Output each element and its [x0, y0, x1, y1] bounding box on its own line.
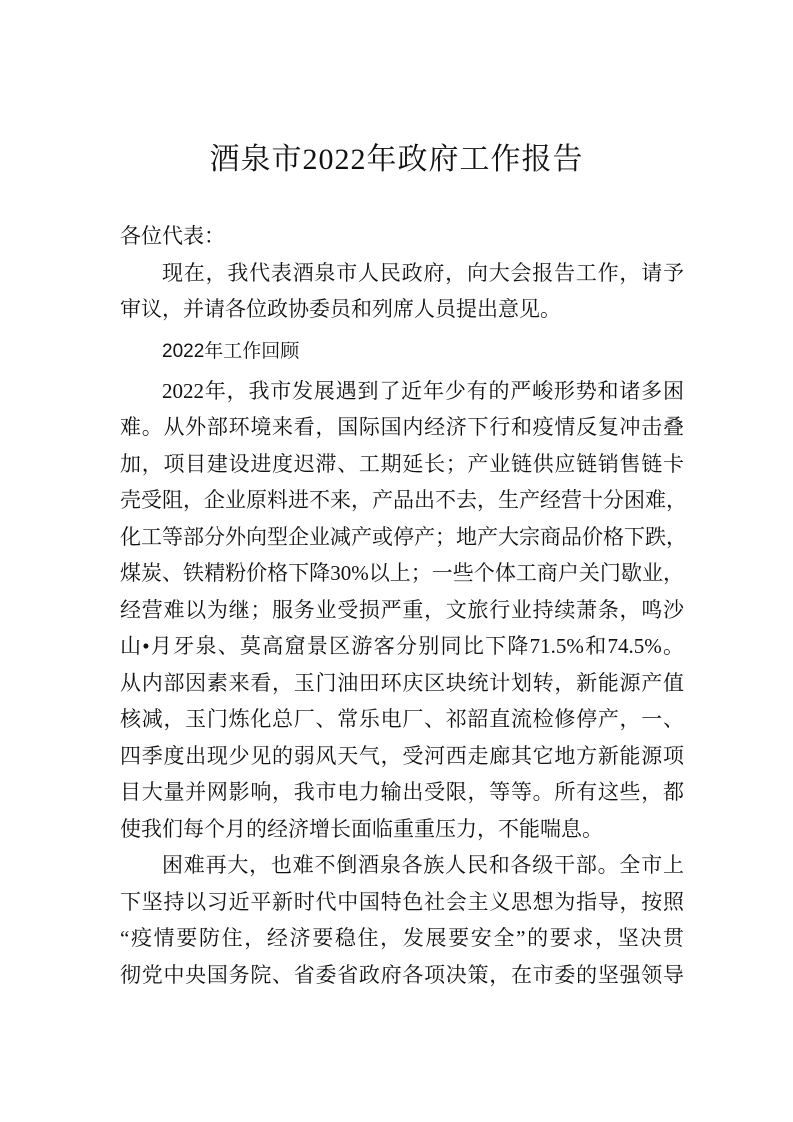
paragraph-line: 2022年，我市发展遇到了近年少有的严峻形势和诸多困 — [162, 378, 684, 403]
paragraph-line: 从内部因素来看，玉门油田环庆区块统计划转，新能源产值 — [120, 670, 684, 695]
paragraph-line: 核减，玉门炼化总厂、常乐电厂、祁韶直流检修停产，一、 — [120, 707, 684, 731]
paragraph-1 — [120, 373, 687, 848]
paragraph-line: 现在，我代表酒泉市人民政府，向大会报告工作，请予 — [162, 260, 684, 285]
paragraph-line: 使我们每个月的经济增长面临重重压力，不能喘息。 — [120, 816, 603, 841]
salutation: 各位代表： — [120, 224, 225, 248]
paragraph-line: 化工等部分外向型企业减产或停产；地产大宗商品价格下跌， — [120, 524, 687, 549]
paragraph-line: 壳受阻，企业原料进不来，产品出不去，生产经营十分困难， — [120, 488, 687, 512]
paragraph-line: 彻党中央国务院、省委省政府各项决策，在市委的坚强领导 — [120, 962, 684, 987]
paragraph-line: 山•月牙泉、莫高窟景区游客分别同比下降71.5%和74.5%。 — [120, 634, 684, 658]
paragraph-line: 目大量并网影响，我市电力输出受限，等等。所有这些，都 — [120, 780, 684, 804]
intro-paragraph — [120, 255, 684, 328]
paragraph-2 — [120, 847, 684, 993]
paragraph-line: 加，项目建设进度迟滞、工期延长；产业链供应链销售链卡 — [120, 451, 684, 476]
paragraph-line: 四季度出现少见的弱风天气，受河西走廊其它地方新能源项 — [120, 743, 684, 768]
document-body — [120, 218, 687, 993]
paragraph-line: 下坚持以习近平新时代中国特色社会主义思想为指导，按照 — [120, 889, 684, 914]
paragraph-line: “疫情要防住，经济要稳住，发展要安全”的要求，坚决贯 — [120, 926, 684, 950]
paragraph-line: 经营难以为继；服务业受损严重，文旅行业持续萧条，鸣沙 — [120, 597, 684, 622]
paragraph-line: 难。从外部环境来看，国际国内经济下行和疫情反复冲击叠 — [120, 415, 684, 439]
paragraph-line: 困难再大，也难不倒酒泉各族人民和各级干部。全市上 — [162, 853, 684, 877]
paragraph-line: 煤炭、铁精粉价格下降30%以上；一些个体工商户关门歇业， — [120, 561, 684, 585]
section-heading: 2022年工作回顾 — [162, 340, 300, 362]
paragraph-line: 审议，并请各位政协委员和列席人员提出意见。 — [120, 297, 561, 321]
document-title: 酒泉市2022年政府工作报告 — [209, 143, 584, 176]
